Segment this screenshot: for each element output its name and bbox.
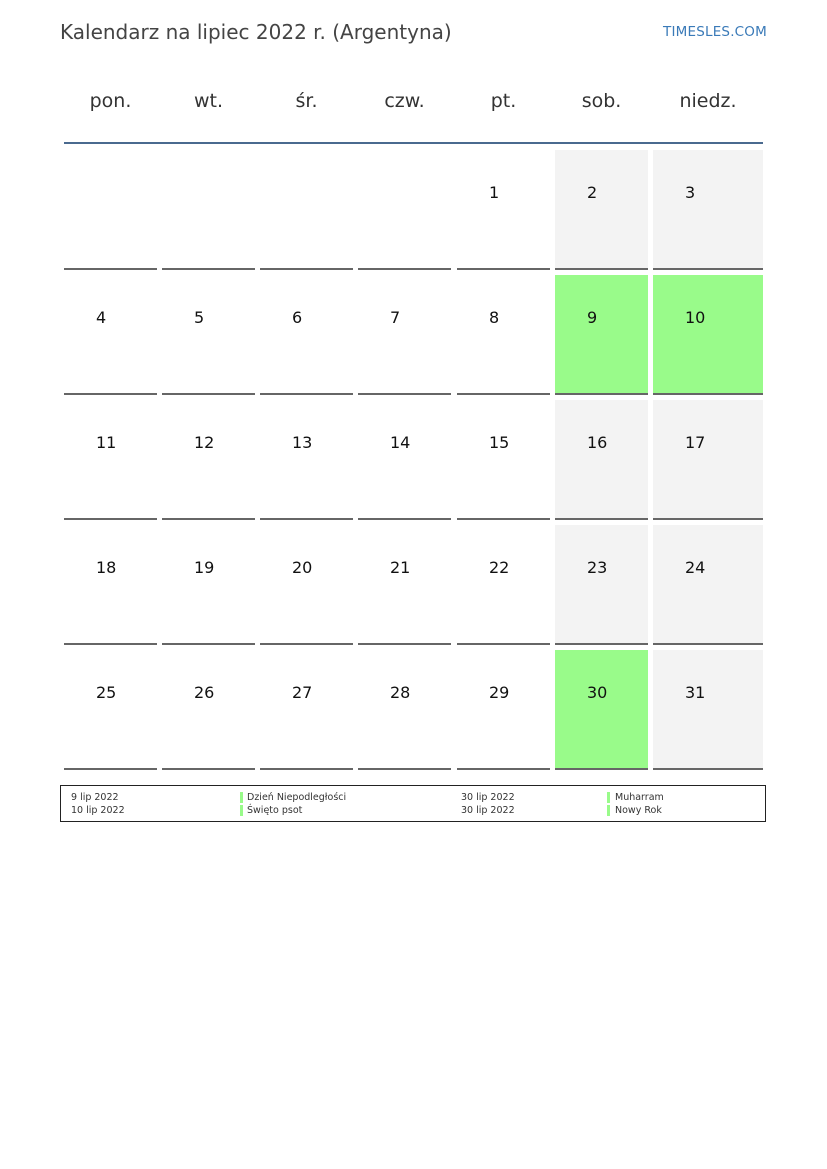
weekday-label: sob. [581,90,622,112]
day-number: 27 [292,683,313,702]
day-number: 19 [194,558,215,577]
day-cell[interactable] [162,525,255,645]
empty-day-cell [358,150,451,270]
day-number: 1 [489,183,500,202]
day-number: 11 [96,433,117,452]
day-cell[interactable] [457,400,550,520]
day-cell[interactable] [64,525,157,645]
day-cell[interactable] [555,275,648,395]
day-cell[interactable] [358,525,451,645]
day-cell[interactable] [653,400,763,520]
day-number: 12 [194,433,215,452]
weekday-label: niedz. [679,90,737,112]
weekday-label: śr. [295,90,318,112]
weekday-label: wt. [193,90,224,112]
day-cell[interactable] [162,400,255,520]
day-cell[interactable] [555,400,648,520]
holiday-color-marker [240,805,243,816]
day-number: 31 [685,683,706,702]
day-cell[interactable] [260,400,353,520]
empty-day-cell [64,150,157,270]
day-number: 6 [292,308,303,327]
day-number: 28 [390,683,411,702]
weekday-header [64,90,763,120]
day-cell[interactable] [358,650,451,770]
day-cell[interactable] [457,650,550,770]
day-cell[interactable] [64,650,157,770]
holiday-color-marker [607,805,610,816]
day-cell[interactable] [555,525,648,645]
empty-day-cell [260,150,353,270]
weekday-label: pon. [89,90,132,112]
day-number: 7 [390,308,401,327]
brand-link[interactable]: TIMESLES.COM [663,24,767,40]
empty-day-cell [162,150,255,270]
day-number: 14 [390,433,411,452]
day-cell[interactable] [162,650,255,770]
day-number: 22 [489,558,510,577]
legend-holiday-name: Nowy Rok [615,805,662,816]
holiday-color-marker [240,792,243,803]
day-number: 15 [489,433,510,452]
day-number: 21 [390,558,411,577]
holiday-color-marker [607,792,610,803]
day-number: 26 [194,683,215,702]
day-cell[interactable] [653,650,763,770]
day-cell[interactable] [358,400,451,520]
day-number: 20 [292,558,313,577]
legend-date: 30 lip 2022 [461,805,515,816]
day-number: 10 [685,308,706,327]
day-cell[interactable] [260,275,353,395]
day-number: 9 [587,308,598,327]
day-number: 17 [685,433,706,452]
legend-holiday-name: Dzień Niepodległości [247,792,347,803]
legend-holiday-name: Muharram [615,792,664,803]
day-cell[interactable] [653,150,763,270]
holiday-legend [60,785,766,822]
legend-date: 10 lip 2022 [71,805,125,816]
day-cell[interactable] [457,275,550,395]
day-cell[interactable] [260,650,353,770]
day-cell[interactable] [64,275,157,395]
day-cell[interactable] [555,150,648,270]
page-title: Kalendarz na lipiec 2022 r. (Argentyna) [60,20,452,44]
day-cell[interactable] [653,275,763,395]
day-cell[interactable] [653,525,763,645]
day-cell[interactable] [358,275,451,395]
day-number: 24 [685,558,706,577]
day-number: 18 [96,558,117,577]
day-cell[interactable] [260,525,353,645]
day-number: 30 [587,683,608,702]
day-cell[interactable] [457,150,550,270]
day-number: 8 [489,308,500,327]
day-number: 29 [489,683,510,702]
day-number: 23 [587,558,608,577]
day-number: 16 [587,433,608,452]
day-cell[interactable] [555,650,648,770]
day-number: 5 [194,308,205,327]
legend-holiday-name: Święto psot [247,805,303,816]
day-cell[interactable] [64,400,157,520]
legend-date: 30 lip 2022 [461,792,515,803]
day-cell[interactable] [162,275,255,395]
day-number: 25 [96,683,117,702]
day-number: 4 [96,308,107,327]
day-cell[interactable] [457,525,550,645]
weekday-label: pt. [490,90,517,112]
day-number: 2 [587,183,598,202]
day-number: 13 [292,433,313,452]
header-divider [64,142,763,144]
day-number: 3 [685,183,696,202]
weekday-label: czw. [384,90,425,112]
legend-date: 9 lip 2022 [71,792,119,803]
